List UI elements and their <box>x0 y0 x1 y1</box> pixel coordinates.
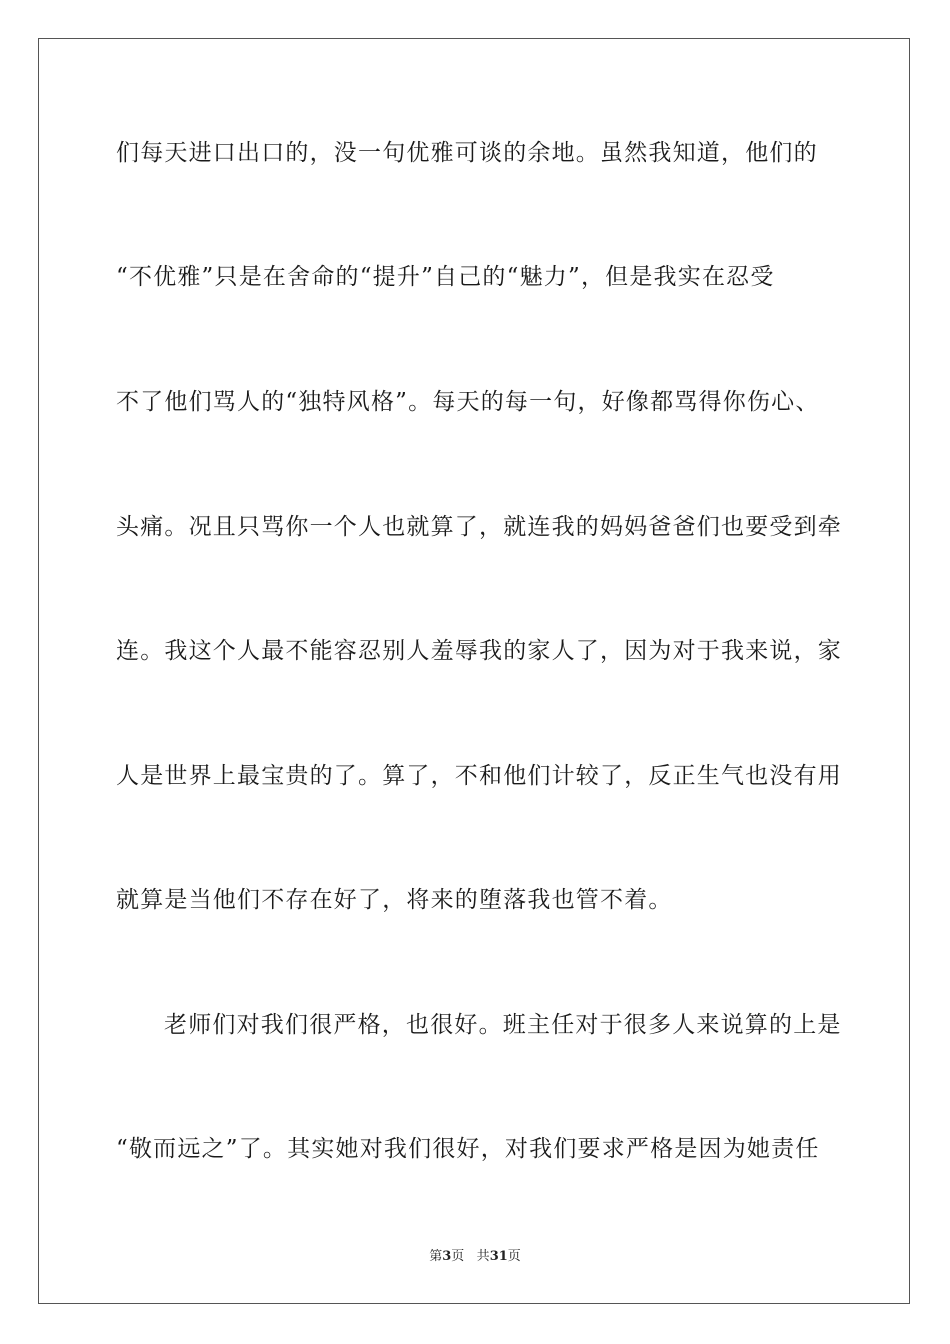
page-label-prefix: 第 <box>429 1249 443 1264</box>
body-text-line: 头痛。况且只骂你一个人也就算了，就连我的妈妈爸爸们也要受到牵 <box>116 514 842 540</box>
total-pages-number: 31 <box>489 1249 508 1264</box>
page-footer <box>0 1248 950 1266</box>
total-label-prefix: 共 <box>476 1249 490 1264</box>
page-label-suffix: 页 <box>451 1249 465 1264</box>
body-text-line: 不了他们骂人的“独特风格”。每天的每一句，好像都骂得你伤心、 <box>116 389 820 415</box>
paragraph-first-line: 老师们对我们很严格，也很好。班主任对于很多人来说算的上是 <box>164 1012 842 1038</box>
page-border <box>38 38 910 1304</box>
body-text-line: 们每天进口出口的，没一句优雅可谈的余地。虽然我知道，他们的 <box>116 140 818 166</box>
current-page-number: 3 <box>442 1249 452 1264</box>
total-label-suffix: 页 <box>507 1249 521 1264</box>
body-text-line: 就算是当他们不存在好了，将来的堕落我也管不着。 <box>116 887 673 913</box>
body-text-line: 人是世界上最宝贵的了。算了，不和他们计较了，反正生气也没有用 <box>116 763 842 789</box>
body-text-line: “敬而远之”了。其实她对我们很好，对我们要求严格是因为她责任 <box>116 1136 820 1162</box>
body-text-line: 连。我这个人最不能容忍别人羞辱我的家人了，因为对于我来说，家 <box>116 638 842 664</box>
body-text-line: “不优雅”只是在舍命的“提升”自己的“魅力”，但是我实在忍受 <box>116 264 775 290</box>
